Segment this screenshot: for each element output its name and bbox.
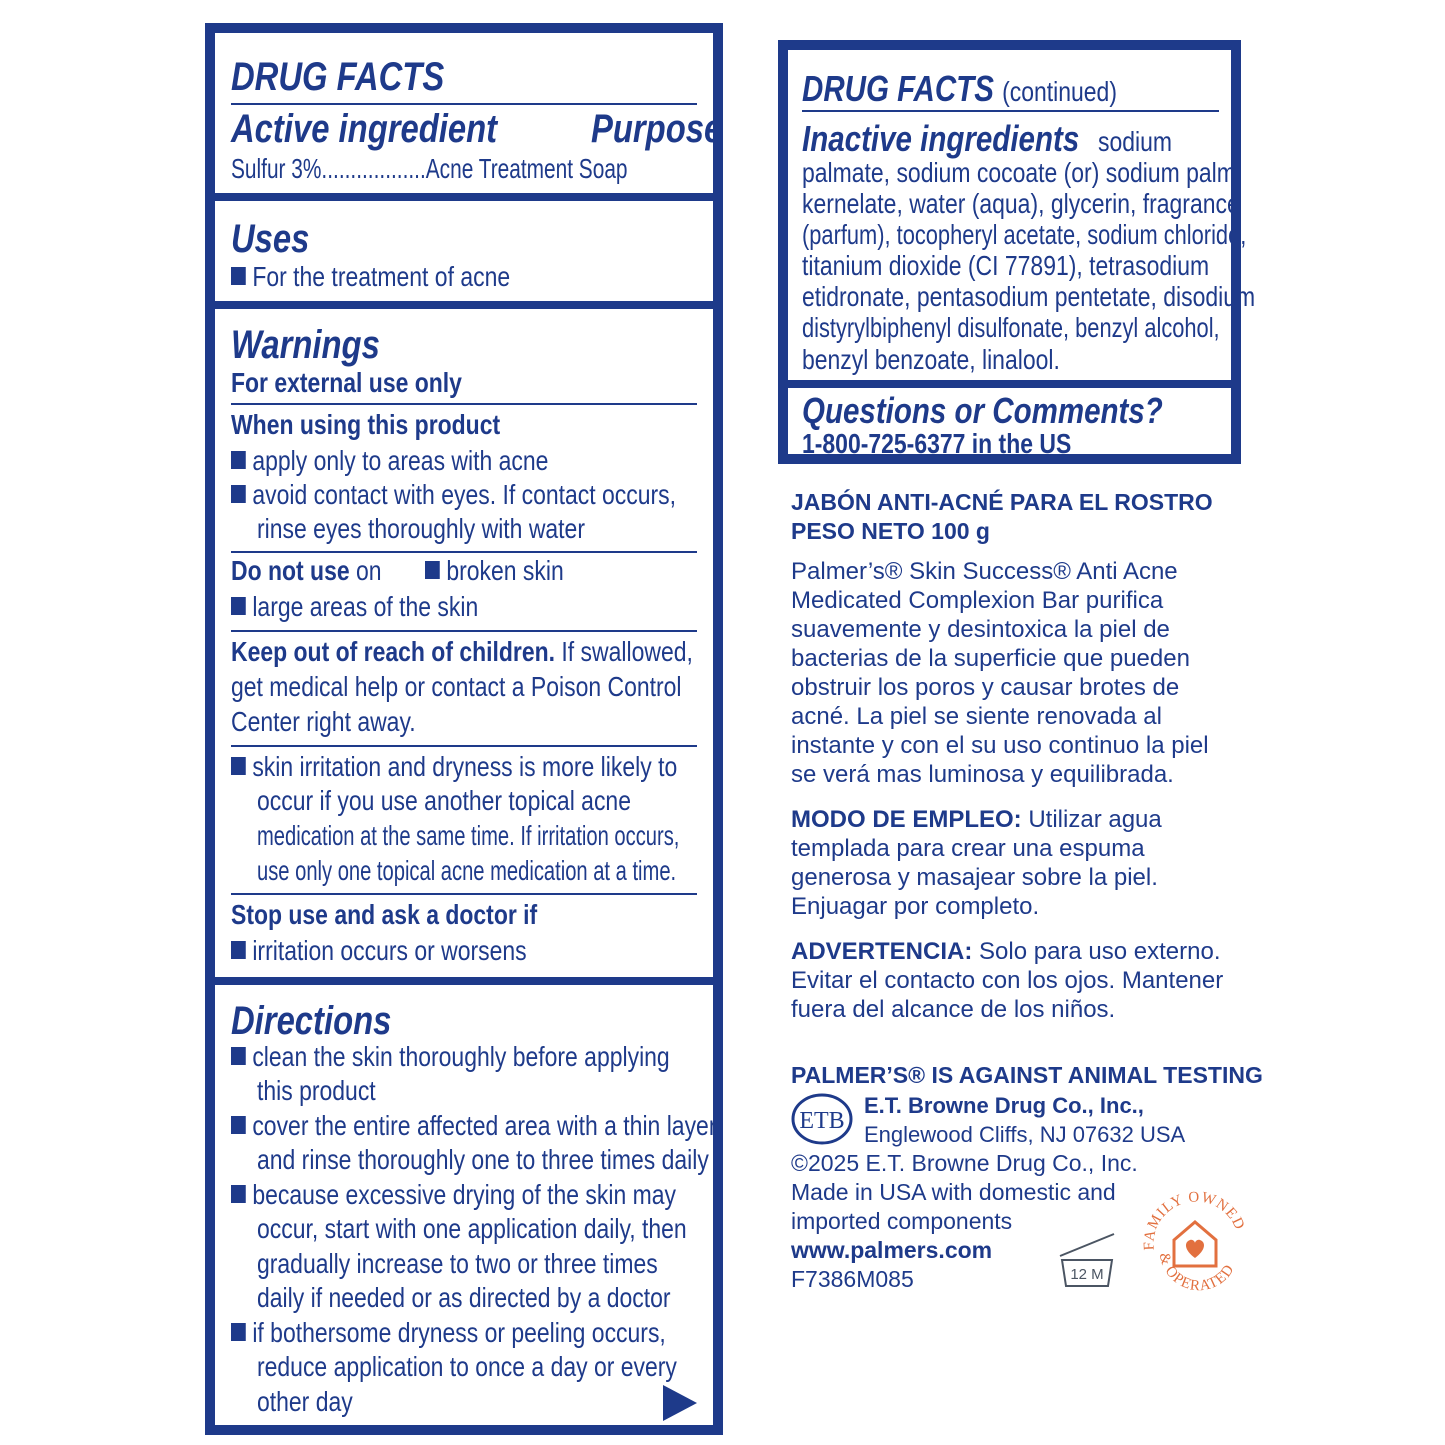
uses-item: For the treatment of acne	[231, 261, 510, 293]
bullet-icon	[231, 757, 246, 775]
spanish-net-weight: PESO NETO 100 g	[791, 518, 990, 544]
warnings-rule	[231, 745, 697, 747]
phone-number: 1-800-725-6377 in the US	[802, 428, 1072, 459]
spanish-paragraph-line: obstruir los poros y causar brotes de	[791, 674, 1180, 701]
inactive-line-8: benzyl benzoate, linalool.	[802, 344, 1060, 375]
keep-out-line-2: get medical help or contact a Poison Control	[231, 671, 682, 702]
do-not-use-line: Do not use on	[231, 555, 382, 586]
logo-text: ETB	[799, 1108, 845, 1134]
drug-facts-panel-left	[205, 23, 723, 1435]
modo-de-empleo-line: templada para crear una espuma	[791, 835, 1145, 862]
company-name: E.T. Browne Drug Co., Inc.,	[864, 1093, 1144, 1118]
modo-de-empleo-line: Enjuagar por completo.	[791, 893, 1040, 920]
directions-heading: Directions	[231, 999, 392, 1043]
keep-out-line-3: Center right away.	[231, 706, 416, 737]
stop-use-item: irritation occurs or worsens	[231, 935, 527, 967]
do-not-use-item-2: large areas of the skin	[231, 591, 478, 623]
directions-item-3-cont: gradually increase to two or three times	[257, 1248, 658, 1279]
modo-de-empleo-line: generosa y masajear sobre la piel.	[791, 864, 1158, 891]
stop-use-heading: Stop use and ask a doctor if	[231, 899, 538, 930]
copyright: ©2025 E.T. Browne Drug Co., Inc.	[791, 1150, 1138, 1176]
continue-arrow-icon	[663, 1385, 697, 1421]
pao-label: 12 M	[1070, 1266, 1104, 1283]
website-link[interactable]: www.palmers.com	[791, 1237, 993, 1263]
questions-heading: Questions or Comments?	[802, 390, 1163, 431]
directions-item-1-cont: this product	[257, 1075, 376, 1106]
drug-facts-panel-right	[778, 40, 1256, 464]
inactive-line-7: distyrylbiphenyl disulfonate, benzyl alcohol,	[802, 312, 1220, 343]
bullet-icon	[231, 267, 246, 285]
section-divider	[788, 380, 1231, 388]
bullet-icon	[231, 597, 246, 615]
svg-text:FAMILY OWNED	[1141, 1189, 1247, 1250]
spanish-paragraph-line: instante y con el su uso continuo la piel	[791, 732, 1209, 759]
inactive-line-4: (parfum), tocopheryl acetate, sodium chloride,	[802, 219, 1247, 250]
title-rule	[231, 103, 697, 105]
warnings-heading: Warnings	[231, 323, 380, 367]
when-item-1: apply only to areas with acne	[231, 445, 548, 477]
advertencia-line: Evitar el contacto con los ojos. Mantener	[791, 967, 1224, 994]
advertencia-line: ADVERTENCIA: Solo para uso externo.	[791, 938, 1221, 965]
bullet-icon	[231, 1323, 246, 1341]
period-after-opening-icon	[1056, 1230, 1118, 1290]
irritation-line-4: use only one topical acne medication at a time.	[257, 855, 677, 886]
made-in-usa-cont: imported components	[791, 1208, 1013, 1234]
spanish-paragraph-line: suavemente y desintoxica la piel de	[791, 616, 1170, 643]
bullet-icon	[231, 1185, 246, 1203]
irritation-item: skin irritation and dryness is more likely to	[231, 751, 677, 783]
svg-text:& OPERATED	[1156, 1251, 1238, 1294]
warnings-rule	[231, 893, 697, 895]
advertencia-line: fuera del alcance de los niños.	[791, 996, 1116, 1023]
spanish-paragraph-line: acné. La piel se siente renovada al	[791, 703, 1162, 730]
bullet-icon	[231, 1116, 246, 1134]
directions-item-3-cont: daily if needed or as directed by a doctor	[257, 1282, 671, 1313]
active-ingredient-line: Sulfur 3%..................Acne Treatment Soap	[231, 153, 628, 184]
drug-facts-title-continued: DRUG FACTS (continued)	[802, 68, 1117, 109]
inactive-line-3: kernelate, water (aqua), glycerin, fragrance	[802, 188, 1240, 219]
spanish-paragraph-line: Medicated Complexion Bar purifica	[791, 587, 1164, 614]
warnings-rule	[231, 630, 697, 632]
drug-facts-title: DRUG FACTS	[231, 55, 445, 99]
directions-item-2: cover the entire affected area with a thin layer	[231, 1110, 716, 1142]
when-item-2-cont: rinse eyes thoroughly with water	[257, 513, 585, 544]
spanish-title: JABÓN ANTI-ACNÉ PARA EL ROSTRO	[791, 489, 1213, 515]
section-divider	[215, 301, 713, 309]
modo-de-empleo-line: MODO DE EMPLEO: Utilizar agua	[791, 806, 1162, 833]
product-code: F7386M085	[791, 1266, 914, 1292]
bullet-icon	[425, 561, 440, 579]
spanish-paragraph-line: bacterias de la superficie que pueden	[791, 645, 1190, 672]
when-item-2: avoid contact with eyes. If contact occurs,	[231, 479, 676, 511]
made-in-usa: Made in USA with domestic and	[791, 1179, 1116, 1205]
directions-item-3: because excessive drying of the skin may	[231, 1179, 676, 1211]
section-divider	[215, 193, 713, 201]
purpose-heading: Purpose	[591, 107, 723, 151]
family-owned-seal-icon	[1140, 1188, 1250, 1298]
inactive-line-1: sodium	[1098, 126, 1173, 157]
active-ingredient-heading: Active ingredient	[231, 107, 498, 151]
irritation-line-2: occur if you use another topical acne	[257, 785, 631, 816]
directions-item-3-cont: occur, start with one application daily, then	[257, 1213, 687, 1244]
do-not-use-item-1: broken skin	[425, 555, 564, 587]
etb-logo-icon	[790, 1092, 854, 1146]
warnings-rule	[231, 551, 697, 553]
seal-bottom-text: & OPERATED	[1155, 1251, 1238, 1295]
seal-top-text: FAMILY OWNED	[1141, 1189, 1248, 1251]
bullet-icon	[231, 451, 246, 469]
directions-item-1: clean the skin thoroughly before applying	[231, 1041, 670, 1073]
directions-item-4-cont: reduce application to once a day or every	[257, 1351, 677, 1382]
directions-item-4-cont: other day	[257, 1386, 353, 1417]
bullet-icon	[231, 941, 246, 959]
inactive-line-2: palmate, sodium cocoate (or) sodium palm	[802, 157, 1236, 188]
bullet-icon	[231, 485, 246, 503]
irritation-line-3: medication at the same time. If irritation occurs,	[257, 820, 680, 851]
warnings-rule	[231, 403, 697, 405]
when-using-heading: When using this product	[231, 409, 501, 440]
spanish-paragraph-line: Palmer’s® Skin Success® Anti Acne	[791, 558, 1178, 585]
directions-item-4: if bothersome dryness or peeling occurs,	[231, 1317, 666, 1349]
company-address: Englewood Cliffs, NJ 07632 USA	[864, 1122, 1186, 1147]
inactive-ingredients-heading: Inactive ingredients	[802, 118, 1080, 159]
directions-item-2-cont: and rinse thoroughly one to three times daily	[257, 1144, 709, 1175]
bullet-icon	[231, 1047, 246, 1065]
inactive-line-5: titanium dioxide (CI 77891), tetrasodium	[802, 250, 1210, 281]
spanish-paragraph-line: se verá mas luminosa y equilibrada.	[791, 761, 1174, 788]
external-use-text: For external use only	[231, 367, 462, 398]
animal-testing-statement: PALMER’S® IS AGAINST ANIMAL TESTING	[791, 1062, 1263, 1088]
title-rule	[802, 110, 1219, 112]
section-divider	[215, 977, 713, 985]
uses-heading: Uses	[231, 217, 310, 261]
keep-out-line-1: Keep out of reach of children. If swallowed,	[231, 636, 693, 667]
inactive-line-6: etidronate, pentasodium pentetate, disodium	[802, 281, 1256, 312]
